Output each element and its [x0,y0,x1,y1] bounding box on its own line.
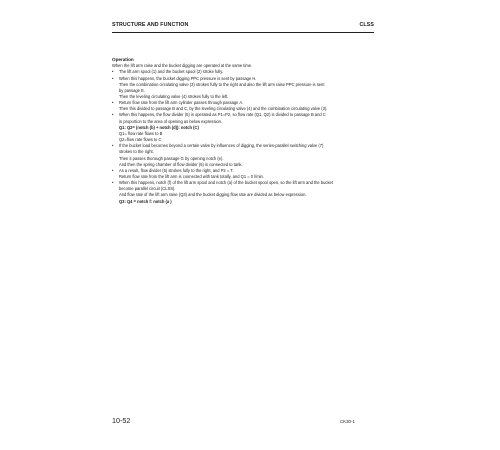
bullet-line: Return flow rate from the lift arm is connected with tank totally, and Q1 = 0 l/min. [119,174,264,180]
bullet-marker: • [112,143,114,149]
bullet-line: The lift arm spool (1) and the bucket spool (2) stroke fully. [119,69,224,75]
bullet-item [112,112,377,143]
bullet-line: As a result, flow divider (5) strokes fully to the right, and P2 = T. [119,167,234,173]
header-system-label: CLSS [359,22,374,28]
model-code: CK30-1 [340,419,355,424]
bullet-marker: • [112,112,114,118]
section-title: Operation [112,57,134,62]
page-number: 10-52 [112,416,131,425]
page-header [112,22,374,33]
bullet-line: If the bucket load becomes beyond a certain valve by influences of digging, the series-parallel switching valve (7) [119,143,324,149]
bullet-line: When this happens, the bucket digging PPC pressure is sent by passage H. [119,75,257,81]
bullet-item [112,76,377,101]
operation-text-block [112,57,377,205]
header-section-title: STRUCTURE AND FUNCTION [112,22,189,28]
bullet-line: become parallel circuit (CLSS). [119,186,176,192]
bullet-line: And then the spring chamber of flow divider (5) is connected to tank. [119,161,243,167]
bullet-line: Return flow rate from the lift arm cylinder passes through passage A. [119,100,244,106]
bullet-item [112,143,377,168]
bullet-marker: • [112,180,114,186]
operation-bullet-list [112,69,377,204]
bullet-line: by passage E. [119,87,145,93]
bullet-marker: • [112,100,114,106]
definition-line: Q1= flow rate flows to B [119,130,163,136]
bullet-item [112,168,377,180]
bullet-line: Then the combination circulating valve (3) strokes fully to the right and also the lift arm raise PPC pressure is sent [119,81,325,87]
bullet-line: Then this divided to passage B and C, by the leveling circulating valve (4) and the combination circulating valve (3). [119,106,328,112]
bullet-marker: • [112,167,114,173]
bullet-line: When this happens, the flow divider (5) is operated as P1=P2, so flow rate (Q1, Q2) is divided to passage B and C [119,112,326,118]
bullet-line: in proportion to the area of opening as below expression. [119,118,223,124]
bullet-marker: • [112,75,114,81]
expression-line: Q3: Q4 = notch f: notch (a ) [119,198,172,204]
bullet-line: Then the leveling circulating valve (4) strokes fully to the left. [119,93,229,99]
expression-line: Q1: Q2= (notch (b) + notch (d)): notch (C) [119,124,199,130]
bullet-line: Then it passes thorough passage G by opening notch (e). [119,155,224,161]
bullet-item [112,180,377,205]
bullet-line: And flow rate of the lift arm raise (Q3) and the bucket digging flow rate are divided as below expression. [119,192,307,198]
bullet-line: When this happens, notch (f) of the lift arm spool and notch (a) of the bucket spool open, so the lift arm and the bucket [119,180,333,186]
definition-line: Q2=flow rate flows to C [119,137,162,143]
bullet-line: strokes to the right. [119,149,154,155]
bullet-item [112,100,377,112]
section-intro: When the lift arm raise and the bucket digging are operated at the same time. [112,63,253,69]
bullet-marker: • [112,69,114,75]
